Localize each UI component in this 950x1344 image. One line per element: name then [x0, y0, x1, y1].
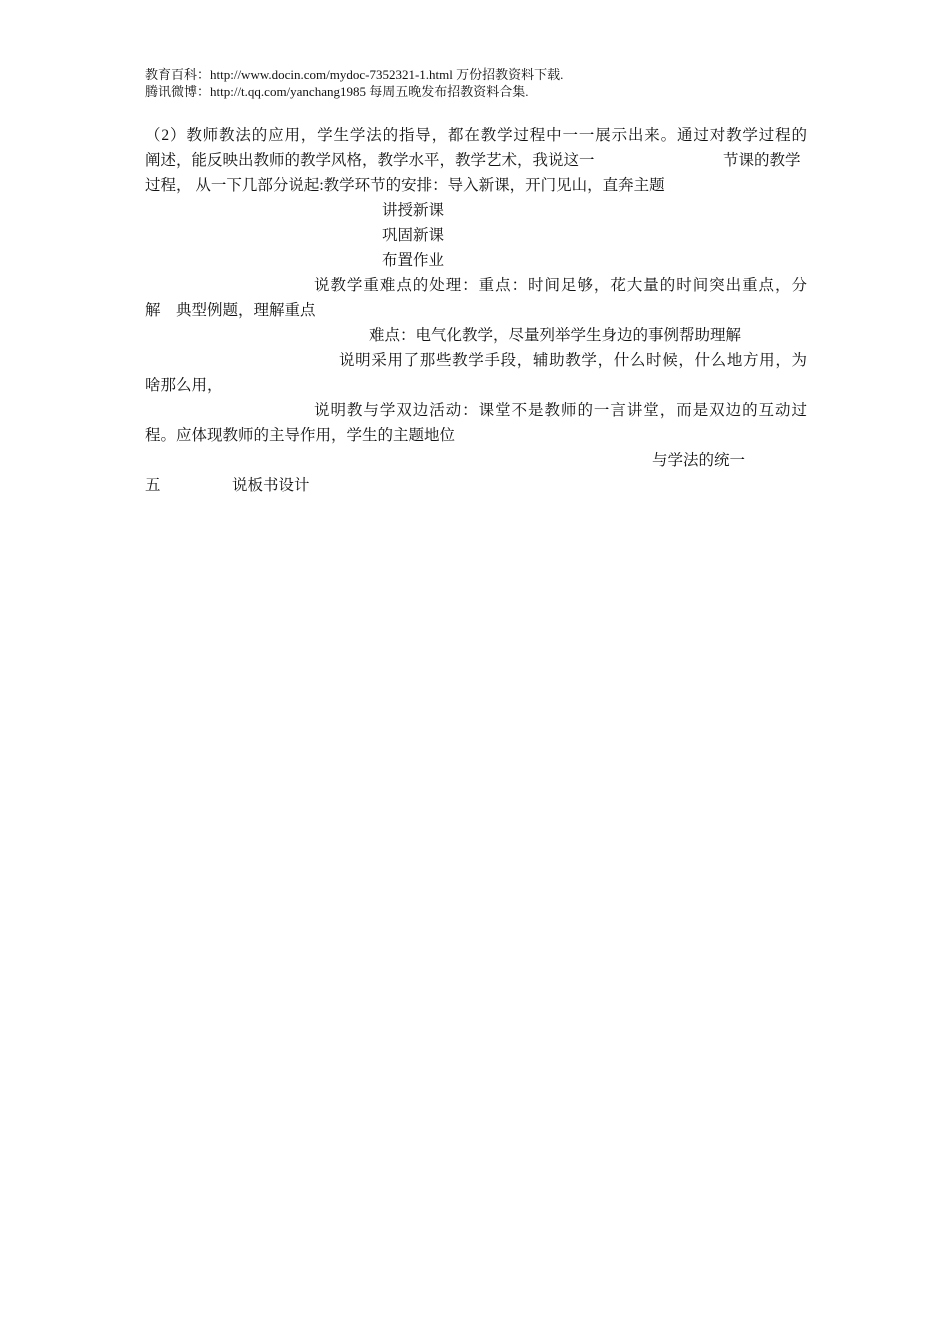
key-points-line-1: 说教学重难点的处理：重点：时间足够，花大量的时间突出重点，分: [314, 277, 807, 294]
difficult-points-line: 难点：电气化教学，尽量列举学生身边的事例帮助理解: [369, 327, 742, 344]
two-way-activity-line-1: 说明教与学双边活动：课堂不是教师的一言讲堂，而是双边的互动过: [314, 402, 807, 419]
paragraph-teaching-process-line-1: （2）教师教法的应用，学生学法的指导，都在教学过程中一一展示出来。通过对教学过程的: [145, 127, 807, 144]
teaching-step-homework: 布置作业: [382, 252, 445, 269]
teaching-step-consolidate: 巩固新课: [382, 227, 445, 244]
two-way-activity-line-2: 程。应体现教师的主导作用，学生的主题地位: [145, 427, 456, 444]
section-five-number: 五: [145, 477, 161, 494]
paragraph-teaching-process-line-2b: 节课的教学: [723, 152, 801, 169]
teaching-means-line-2: 啥那么用，: [145, 377, 223, 394]
paragraph-teaching-process-line-3: 过程， 从一下几部分说起:教学环节的安排：导入新课，开门见山，直奔主题: [145, 177, 665, 194]
key-points-line-2: 解 典型例题，理解重点: [145, 302, 316, 319]
teaching-means-line-1: 说明采用了那些教学手段，辅助教学，什么时候，什么地方用，为: [339, 352, 807, 369]
header-line-weibo: 腾讯微博：http://t.qq.com/yanchang1985 每周五晚发布招教资料合集.: [145, 84, 529, 99]
teaching-step-new-lesson: 讲授新课: [382, 202, 445, 219]
paragraph-teaching-process-line-2a: 阐述，能反映出教师的教学风格，教学水平，教学艺术，我说这一: [145, 152, 595, 169]
unity-of-methods-line: 与学法的统一: [652, 452, 746, 469]
header-line-docin: 教育百科：http://www.docin.com/mydoc-7352321-1.html 万份招教资料下载.: [145, 67, 564, 82]
section-five-title: 说板书设计: [232, 477, 310, 494]
